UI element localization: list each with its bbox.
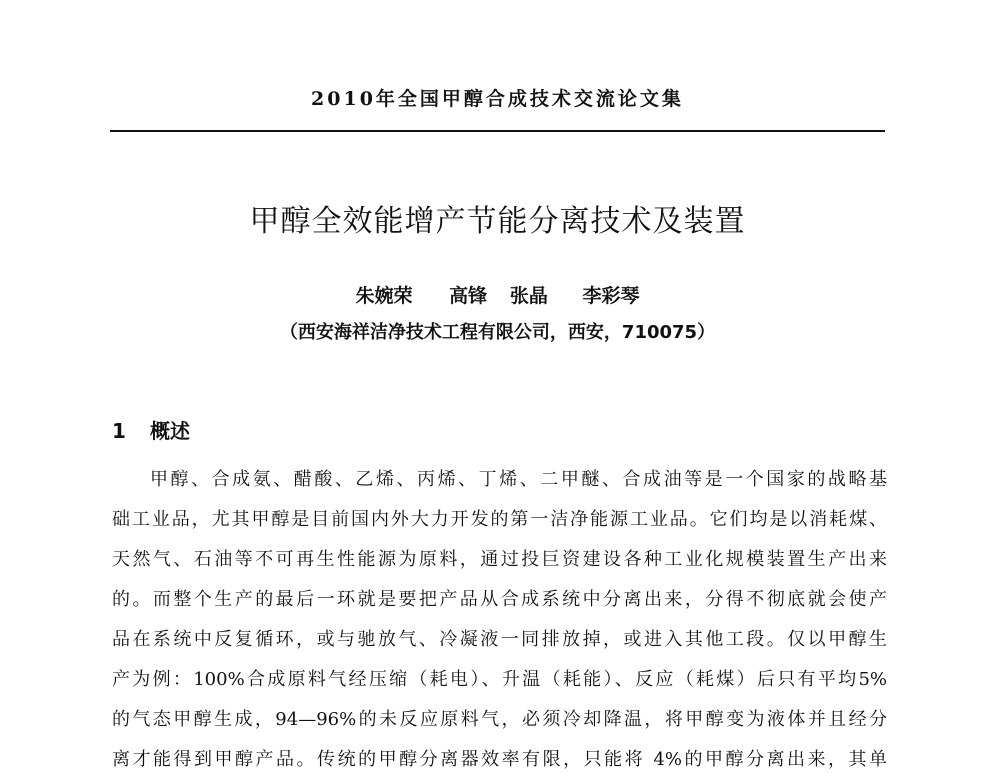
body-line: 产为例：100%合成原料气经压缩（耗电）、升温（耗能）、反应（耗煤）后只有平均5% — [112, 669, 887, 690]
body-line: 离才能得到甲醇产品。传统的甲醇分离器效率有限，只能将 4%的甲醇分离出来，其单 — [112, 749, 887, 770]
body-line: 础工业品，尤其甲醇是目前国内外大力开发的第一洁净能源工业品。它们均是以消耗煤、 — [112, 509, 887, 530]
author-name: 张晶 — [509, 285, 548, 307]
body-line: 天然气、石油等不可再生性能源为原料，通过投巨资建设各种工业化规模装置生产出来 — [112, 549, 887, 570]
section-heading — [112, 415, 190, 444]
affiliation: （西安海祥洁净技术工程有限公司，西安，710075） — [279, 322, 716, 343]
author-name: 李彩琴 — [582, 285, 640, 307]
body-line: 品在系统中反复循环，或与驰放气、冷凝液一同排放掉，或进入其他工段。仅以甲醇生 — [112, 629, 887, 650]
section-number: 1 — [112, 419, 126, 443]
running-header: 2010年全国甲醇合成技术交流论文集 — [311, 88, 684, 110]
section-title: 概述 — [150, 419, 190, 443]
author-name: 高锋 — [449, 285, 488, 307]
body-line: 甲醇、合成氨、醋酸、乙烯、丙烯、丁烯、二甲醚、合成油等是一个国家的战略基 — [150, 469, 887, 490]
body-line: 的气态甲醇生成，94—96%的未反应原料气，必须冷却降温，将甲醇变为液体并且经分 — [112, 709, 887, 730]
paper-title: 甲醇全效能增产节能分离技术及装置 — [249, 204, 746, 239]
body-line: 的。而整个生产的最后一环就是要把产品从合成系统中分离出来，分得不彻底就会使产 — [112, 589, 887, 610]
body-paragraph — [112, 460, 887, 780]
author-list — [110, 281, 885, 308]
header-rule — [110, 130, 885, 132]
author-name: 朱婉荣 — [355, 285, 413, 307]
